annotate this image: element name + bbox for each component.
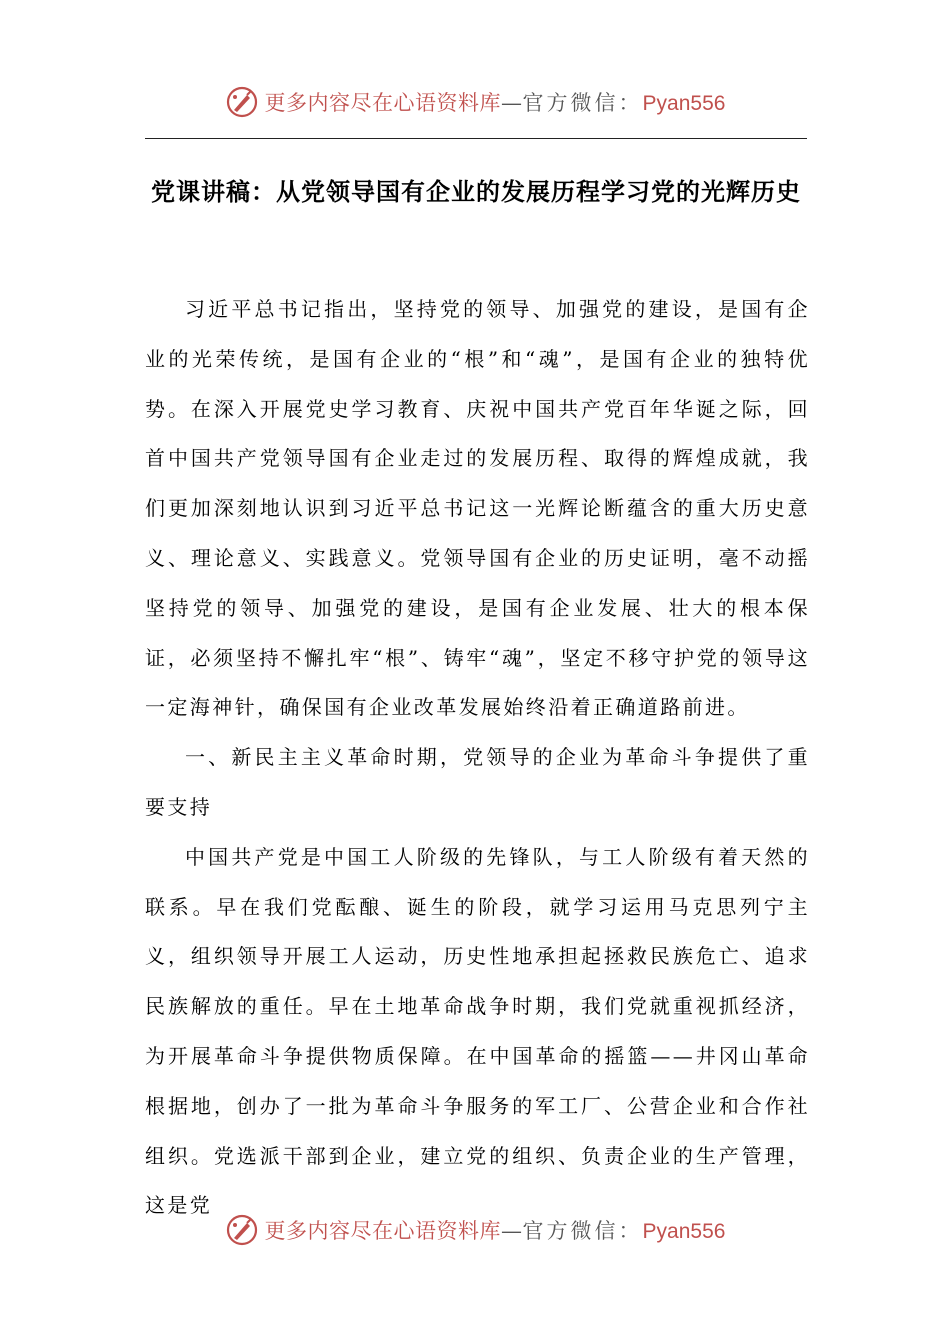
header-divider: [145, 138, 807, 139]
document-body: [145, 285, 810, 1231]
paragraph: 中国共产党是中国工人阶级的先锋队，与工人阶级有着天然的联系。早在我们党酝酿、诞生的阶段，就学习运用马克思列宁主义，组织领导开展工人运动，历史性地承担起拯救民族危亡、追求民族解放的重任。早在土地革命战争时期，我们党就重视抓经济，为开展革命斗争提供物质保障。在中国革命的摇篮——井冈山革命根据地，创办了一批为革命斗争服务的军工厂、公营企业和合作社组织。党选派干部到企业，建立党的组织、负责企业的生产管理，这是党: [145, 844, 810, 1218]
pen-seal-icon: [225, 1213, 259, 1247]
watermark-text: 更多内容尽在心语资料库—官方微信：Pyan556: [264, 1219, 726, 1243]
section-heading: 一、新民主主义革命时期，党领导的企业为革命斗争提供了重要支持: [145, 745, 810, 819]
watermark-text: 更多内容尽在心语资料库—官方微信：Pyan556: [264, 91, 726, 115]
header-watermark: [0, 80, 950, 124]
paragraph: 习近平总书记指出，坚持党的领导、加强党的建设，是国有企业的光荣传统，是国有企业的“根”和“魂”，是国有企业的独特优势。在深入开展党史学习教育、庆祝中国共产党百年华诞之际，回首中国共产党领导国有企业走过的发展历程、取得的辉煌成就，我们更加深刻地认识到习近平总书记这一光辉论断蕴含的重大历史意义、理论意义、实践意义。党领导国有企业的历史证明，毫不动摇坚持党的领导、加强党的建设，是国有企业发展、壮大的根本保证，必须坚持不懈扎牢“根”、铸牢“魂”，坚定不移守护党的领导这一定海神针，确保国有企业改革发展始终沿着正确道路前进。: [145, 297, 810, 720]
pen-seal-icon: [225, 85, 259, 119]
document-title: 党课讲稿：从党领导国有企业的发展历程学习党的光辉历史: [151, 178, 801, 206]
footer-watermark: [0, 1208, 950, 1252]
